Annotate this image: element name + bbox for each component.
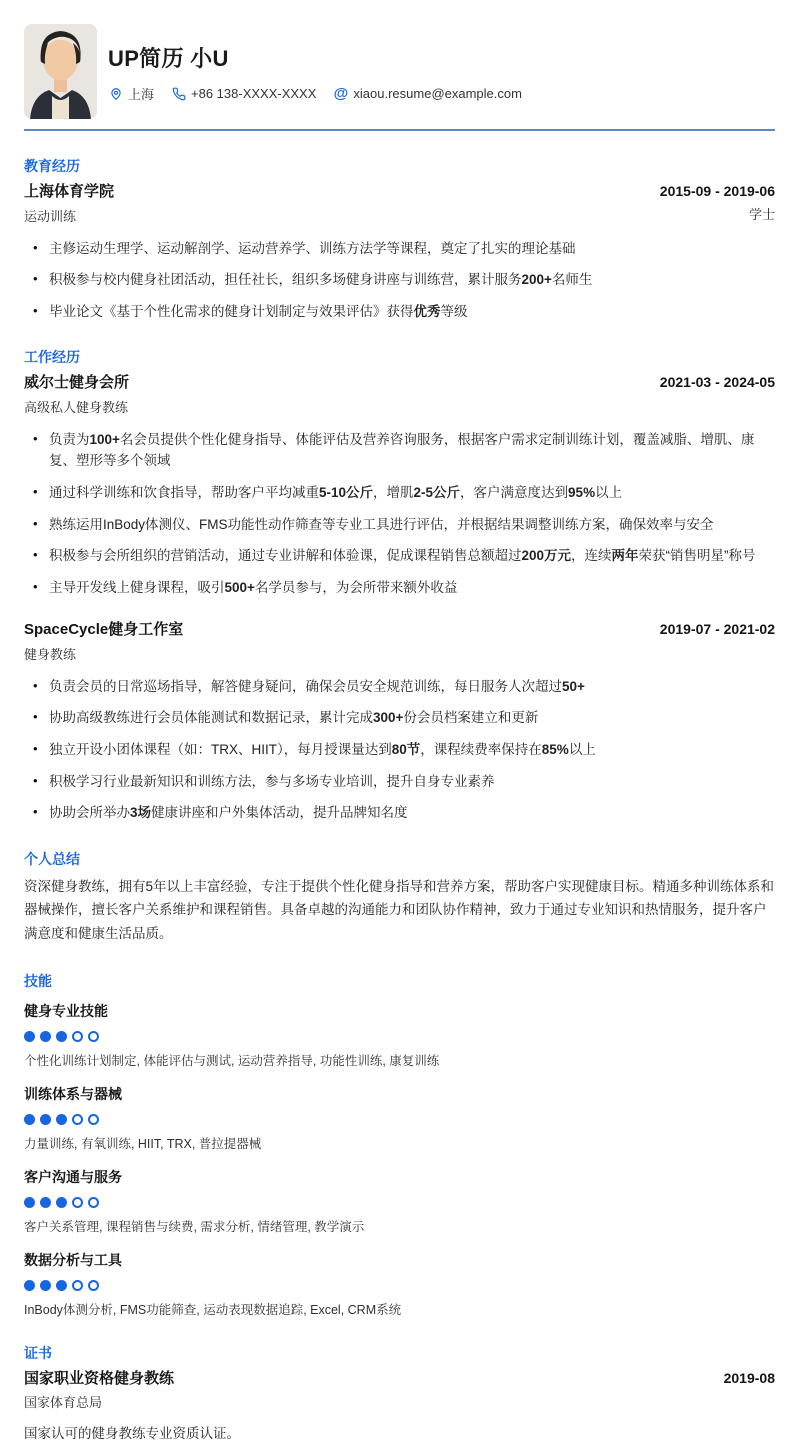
location-icon bbox=[108, 86, 123, 101]
item-degree: 学士 bbox=[748, 207, 775, 223]
bullet-item: • 积极参与校内健身社团活动，担任社长，组织多场健身讲座与训练营，累计服务200+名师生 bbox=[24, 269, 775, 291]
skills-items bbox=[24, 1001, 775, 1318]
bullet-item: • 主导开发线上健身课程，吸引500+名学员参与，为会所带来额外收益 bbox=[24, 577, 775, 599]
header-info bbox=[108, 24, 522, 103]
work-items bbox=[24, 373, 775, 824]
skill-dot-empty bbox=[88, 1031, 99, 1042]
section-certificates bbox=[24, 1343, 775, 1445]
section-summary bbox=[24, 849, 775, 946]
experience-item bbox=[24, 620, 775, 823]
contact-item bbox=[108, 84, 154, 103]
experience-item-head bbox=[24, 182, 775, 225]
bullet-item: • 毕业论文《基于个性化需求的健身计划制定与效果评估》获得优秀等级 bbox=[24, 301, 775, 323]
item-subtitle: 运动训练 bbox=[24, 208, 77, 224]
skill-detail: 个性化训练计划制定, 体能评估与测试, 运动营养指导, 功能性训练, 康复训练 bbox=[24, 1053, 440, 1068]
experience-item bbox=[24, 373, 775, 598]
certificate-items bbox=[24, 1369, 775, 1445]
section-work bbox=[24, 347, 775, 824]
item-date: 2015-09 - 2019-06 bbox=[659, 183, 775, 199]
item-title: 威尔士健身会所 bbox=[24, 374, 130, 392]
bullet-item: • 主修运动生理学、运动解剖学、运动营养学、训练方法学等课程，奠定了扎实的理论基础 bbox=[24, 238, 775, 260]
bullet-item: • 负责为100+名会员提供个性化健身指导、体能评估及营养咨询服务，根据客户需求定制训练计划，覆盖减脂、增肌、康复、塑形等多个领域 bbox=[24, 429, 775, 472]
skill-name: 客户沟通与服务 bbox=[24, 1168, 122, 1185]
skill-dot-empty bbox=[72, 1114, 83, 1125]
bullet-item: • 独立开设小团体课程（如：TRX、HIIT），每月授课量达到80节，课程续费率保持在85%以上 bbox=[24, 739, 775, 761]
bullet-item: • 积极学习行业最新知识和训练方法，参与多场专业培训，提升自身专业素养 bbox=[24, 771, 775, 793]
bullet-item: • 协助会所举办3场健康讲座和户外集体活动，提升品牌知名度 bbox=[24, 802, 775, 824]
skill-dot-filled bbox=[40, 1197, 51, 1208]
experience-item-head bbox=[24, 620, 775, 663]
skill-dot-filled bbox=[24, 1197, 35, 1208]
section-education bbox=[24, 156, 775, 322]
skill-dot-filled bbox=[24, 1280, 35, 1291]
certificate-date: 2019-08 bbox=[723, 1369, 775, 1386]
bullet-list bbox=[24, 429, 775, 599]
contact-text: xiaou.resume@example.com bbox=[353, 86, 522, 101]
item-subtitle: 高级私人健身教练 bbox=[24, 399, 129, 415]
skill-dot-filled bbox=[40, 1114, 51, 1125]
summary-heading: 个人总结 bbox=[24, 850, 80, 867]
skill-name: 数据分析与工具 bbox=[24, 1251, 122, 1268]
skill-dot-filled bbox=[24, 1031, 35, 1042]
skill-item bbox=[24, 1250, 775, 1318]
contact-text: 上海 bbox=[128, 87, 155, 102]
resume-header bbox=[24, 24, 775, 119]
skill-dot-filled bbox=[56, 1031, 67, 1042]
education-items bbox=[24, 182, 775, 322]
section-skills bbox=[24, 971, 775, 1318]
summary-text: 资深健身教练，拥有5年以上丰富经验，专注于提供个性化健身指导和营养方案，帮助客户实现健康目标。精通多种训练体系和器械操作，擅长客户关系维护和课程销售。具备卓越的沟通能力和团队协作精神，致力于通过专业知识和热情服务，提升客户满意度和健康生活品质。 bbox=[24, 878, 775, 942]
item-date: 2019-07 - 2021-02 bbox=[659, 621, 775, 638]
bullet-list bbox=[24, 676, 775, 824]
skill-dot-empty bbox=[72, 1280, 83, 1291]
skill-dot-filled bbox=[56, 1197, 67, 1208]
skill-dot-filled bbox=[40, 1031, 51, 1042]
skill-name: 训练体系与器械 bbox=[24, 1085, 122, 1102]
experience-item bbox=[24, 182, 775, 322]
avatar bbox=[24, 24, 97, 119]
contact-text: +86 138-XXXX-XXXX bbox=[191, 86, 317, 101]
bullet-item: • 积极参与会所组织的营销活动，通过专业讲解和体验课，促成课程销售总额超过200万元，连续两年荣获“销售明星”称号 bbox=[24, 545, 775, 567]
bullet-item: • 协助高级教练进行会员体能测试和数据记录，累计完成300+份会员档案建立和更新 bbox=[24, 707, 775, 729]
item-title: 上海体育学院 bbox=[24, 183, 115, 200]
education-heading: 教育经历 bbox=[24, 158, 80, 174]
bullet-item: • 通过科学训练和饮食指导，帮助客户平均减重5-10公斤，增肌2-5公斤，客户满意度达到95%以上 bbox=[24, 482, 775, 504]
email-icon: @ bbox=[333, 85, 349, 102]
bullet-item: • 负责会员的日常巡场指导，解答健身疑问，确保会员安全规范训练，每日服务人次超过50+ bbox=[24, 676, 775, 698]
skill-dot-empty bbox=[72, 1197, 83, 1208]
skills-heading: 技能 bbox=[24, 972, 52, 989]
skill-rating bbox=[24, 1280, 775, 1291]
skill-dot-filled bbox=[56, 1114, 67, 1125]
certificates-heading: 证书 bbox=[24, 1344, 52, 1361]
item-date: 2021-03 - 2024-05 bbox=[659, 374, 775, 391]
header-divider bbox=[24, 129, 775, 131]
skill-rating bbox=[24, 1197, 775, 1208]
work-heading: 工作经历 bbox=[24, 349, 80, 366]
skill-rating bbox=[24, 1114, 775, 1125]
skill-detail: InBody体测分析, FMS功能筛查, 运动表现数据追踪, Excel, CRM系统 bbox=[24, 1302, 402, 1317]
contact-item bbox=[333, 86, 522, 101]
phone-icon bbox=[171, 86, 186, 101]
skill-detail: 力量训练, 有氧训练, HIIT, TRX, 普拉提器械 bbox=[24, 1136, 262, 1151]
skill-dot-filled bbox=[56, 1280, 67, 1291]
certificate-description: 国家认可的健身教练专业资质认证。 bbox=[24, 1426, 240, 1442]
candidate-name: UP简历 小U bbox=[108, 46, 229, 71]
item-subtitle: 健身教练 bbox=[24, 646, 77, 662]
contact-item bbox=[171, 86, 316, 101]
bullet-list bbox=[24, 238, 775, 323]
contact-row bbox=[108, 84, 522, 103]
skill-item bbox=[24, 1084, 775, 1152]
avatar-photo bbox=[24, 24, 97, 119]
skill-name: 健身专业技能 bbox=[24, 1002, 108, 1019]
skill-dot-empty bbox=[88, 1114, 99, 1125]
skill-dot-empty bbox=[72, 1031, 83, 1042]
skill-dot-filled bbox=[24, 1114, 35, 1125]
certificate-title: 国家职业资格健身教练 bbox=[24, 1369, 175, 1387]
skill-dot-empty bbox=[88, 1280, 99, 1291]
certificate-issuer: 国家体育总局 bbox=[24, 1395, 103, 1411]
skill-rating bbox=[24, 1031, 775, 1042]
skill-detail: 客户关系管理, 课程销售与续费, 需求分析, 情绪管理, 教学演示 bbox=[24, 1219, 365, 1234]
skill-dot-empty bbox=[88, 1197, 99, 1208]
item-title: SpaceCycle健身工作室 bbox=[24, 621, 184, 639]
bullet-item: • 熟练运用InBody体测仪、FMS功能性动作筛查等专业工具进行评估，并根据结果调整训练方案，确保效率与安全 bbox=[24, 514, 775, 536]
skill-item bbox=[24, 1167, 775, 1235]
certificate-item bbox=[24, 1369, 775, 1445]
skill-item bbox=[24, 1001, 775, 1069]
skill-dot-filled bbox=[40, 1280, 51, 1291]
experience-item-head bbox=[24, 373, 775, 416]
